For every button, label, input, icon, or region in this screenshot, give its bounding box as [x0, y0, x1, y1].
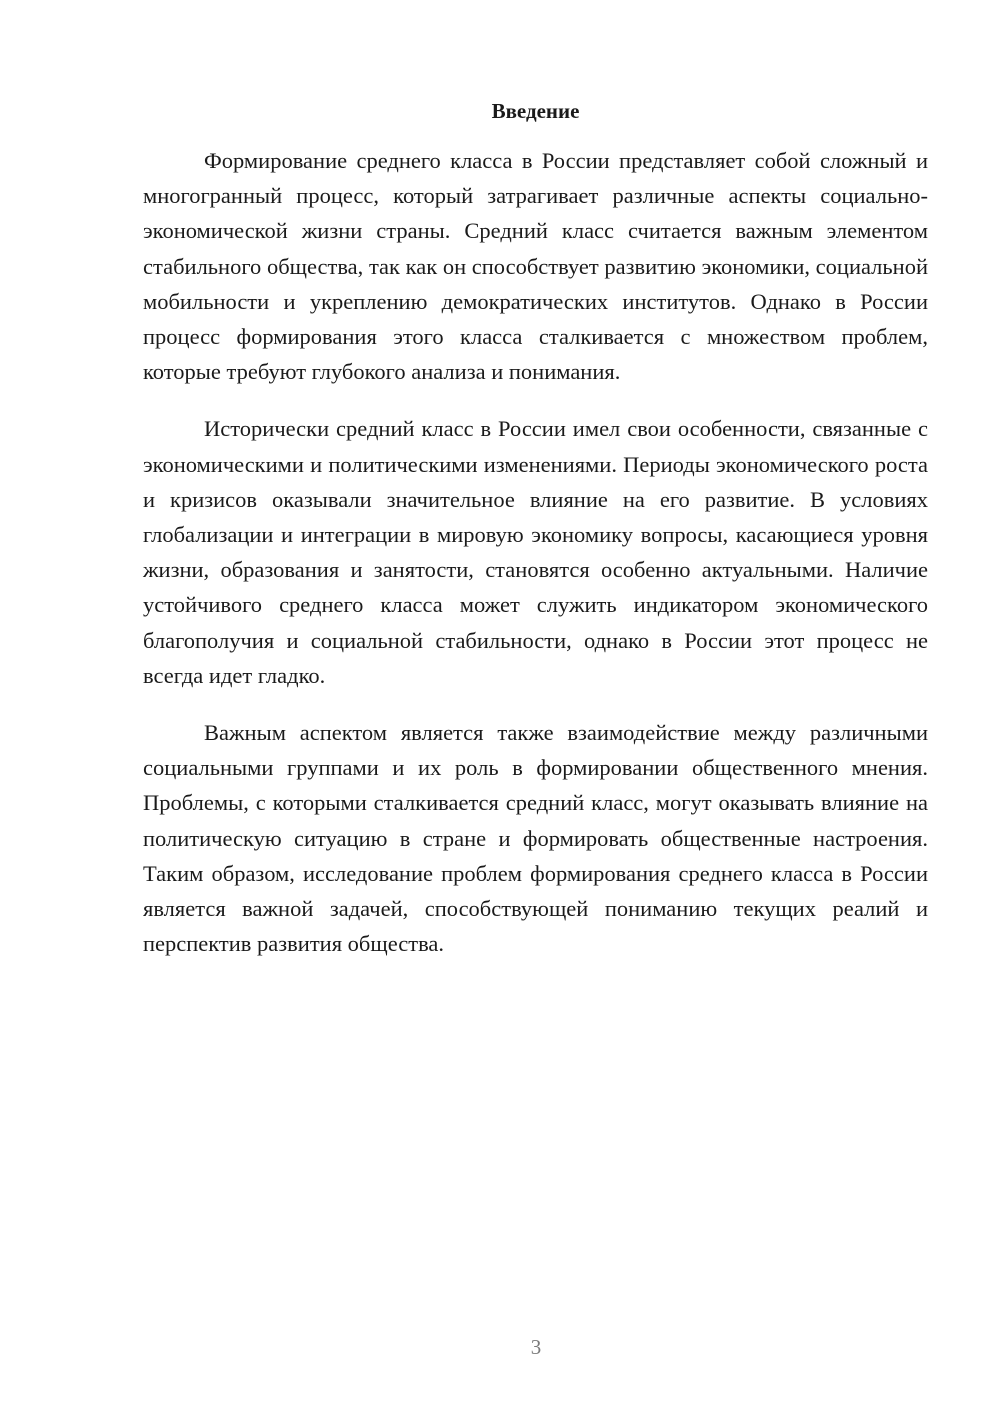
paragraph-2: Исторически средний класс в России имел свои особенности, связанные с экономическими и политическими изменениями. Периоды экономического роста и кризисов оказывали значительное влияние на его развитие. В условиях глобализации и интеграции в мировую экономику вопросы, касающиеся уровня жизни, образования и занятости, становятся особенно актуальными. Наличие устойчивого среднего класса может служить индикатором экономического благополучия и социальной стабильности, однако в России этот процесс не всегда идет гладко.: [143, 416, 928, 688]
page-number: 3: [530, 1335, 542, 1359]
paragraph-1: Формирование среднего класса в России представляет собой сложный и многогранный процесс, который затрагивает различные аспекты социально-экономической жизни страны. Средний класс считается важным элементом стабильного общества, так как он способствует развитию экономики, социальной мобильности и укреплению демократических институтов. Однако в России процесс формирования этого класса сталкивается с множеством проблем, которые требуют глубокого анализа и понимания.: [143, 148, 928, 385]
page-content: [143, 96, 928, 961]
paragraph-3: Важным аспектом является также взаимодействие между различными социальными группами и их роль в формировании общественного мнения. Проблемы, с которыми сталкивается средний класс, могут оказывать влияние на политическую ситуацию в стране и формировать общественные настроения. Таким образом, исследование проблем формирования среднего класса в России является важной задачей, способствующей пониманию текущих реалий и перспектив развития общества.: [143, 720, 928, 957]
section-heading: Введение: [491, 99, 580, 123]
